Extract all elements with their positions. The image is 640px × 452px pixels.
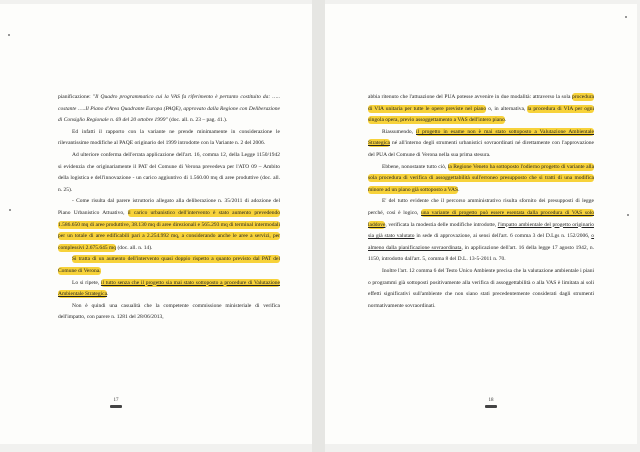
underlined-text: l'impatto ambientale del progetto originario sia già stato valutato	[368, 221, 594, 240]
highlighted-text: la Regione Veneto ha sottoposto l'odierno progetto di variante alla sola procedura di verifica di assoggettabilità sull'erroneo presupposto che si tratti di una modifica minore ad un piano già sottoposto a VAS	[368, 163, 595, 193]
page-number: 17	[113, 398, 119, 403]
highlighted-underlined-text: il progetto in esame non è mai stato sottoposto a Valutazione Ambientale Strategica	[368, 128, 594, 147]
paragraph	[58, 92, 280, 127]
text-run: pianificazione:	[58, 94, 93, 100]
paragraph: Inoltre l'art. 12 comma 6 del Testo Unico Ambiente precisa che la valutazione ambientale i piani o programmi già sottoposti positivamente alla verifica di assoggettabilità o alla VAS è limitata ai soli effetti significativi sull'ambiente che non siano stati precedentemente considerati dagli strumenti normativamente sovraordinati.	[368, 267, 594, 309]
text-run: Lo si ripete,	[72, 279, 101, 286]
paragraph	[368, 127, 594, 162]
underlined-text: o almeno dalla pianificazione sovraordinata	[368, 233, 595, 251]
paragraph	[58, 254, 280, 277]
page-footer	[471, 397, 511, 408]
paragraph: Non è quindi una casualità che la competente commissione ministeriale di verifica dell'impatto, con parere n. 1281 del 28/06/2013,	[58, 302, 280, 321]
paragraph	[368, 196, 594, 266]
paragraph: Ed infatti il rapporto con la variante ne prende minimamente in considerazione le rilevantissime modifiche al PAQE originario del 1999 introdotte con la Variante n. 2 del 2006.	[58, 128, 280, 147]
text-run: (doc. all. n. 23 – pag. 41.).	[167, 117, 228, 124]
paragraph	[58, 278, 280, 301]
text-run: (doc. all. n. 14).	[116, 244, 153, 251]
highlighted-text: la procedura di VIA per ogni singola opera, previo assoggettamento a VAS dell'intero piano	[368, 105, 594, 124]
text-run: E' del tutto evidente che il percorso amministrativo risulta sfornito dei presupposti di legge perché, così è logico,	[368, 198, 594, 216]
text-run: .	[504, 117, 507, 124]
page-number: 18	[488, 398, 494, 403]
paragraph	[368, 92, 594, 127]
page-gutter	[312, 0, 325, 452]
page-footer	[96, 397, 136, 408]
scan-speck	[8, 34, 10, 36]
paragraph	[58, 196, 280, 254]
page-stamp-icon	[110, 405, 122, 408]
text-run: .	[107, 291, 109, 298]
page-stamp-icon	[485, 405, 497, 408]
highlighted-text: procedura di VIA unitaria per tutte le opere previste nel piano	[368, 94, 594, 112]
highlighted-underlined-text: il tutto senza che il progetto sia mai stato sottoposto a procedure di Valutazione Ambientale Strategica	[58, 279, 280, 298]
text-run: Riassumendo,	[382, 128, 417, 135]
text-run: o, in alternativa,	[486, 105, 528, 112]
paragraph	[368, 162, 594, 197]
highlighted-underlined-text: una variante di progetto può essere esentata dalla procedura di VAS solo laddove	[368, 209, 595, 228]
document-page-right	[325, 4, 637, 444]
highlighted-text: il carico urbanistico dell'intervento è stato aumento prevedendo 1.586.650 mq di aree produttive, 38.130 mq di aree direzionali e 565.293 mq di terminal intermodali per un totale di aree edificabili pari a 2.254.992 mq, a considerando anche le aree a servizi, per complessivi 2.675.645 mq	[58, 209, 280, 251]
page-body-text	[368, 92, 594, 312]
text-run: - Come risulta dal parere istruttorio allegato alla deliberazione n. 35/2011 di adozione del Piano Urbanistico Attuativo,	[58, 198, 280, 216]
text-run: , verificata la modestia delle modifiche introdotte,	[385, 221, 498, 228]
paragraph: Ad ulteriore conferma dell'errata applicazione dell'art. 16, comma 12, della Legge 1150/1942 si evidenzia che originariamente il PAT del Comune di Verona prevedeva per l'ATO 09 – Ambito della logistica e dell'innovazione - un carico aggiuntivo di 1.560.00 mq di aree produttive (doc. all. n. 25).	[58, 151, 280, 193]
scan-speck	[9, 209, 11, 211]
text-run: .	[458, 186, 460, 193]
text-run: Ebbene, nonostante tutto ciò,	[382, 163, 448, 170]
text-run: , in applicazione dell'art. 16 della legge 17 agosto 1942, n. 1150, introdotto dall'art. 5, comma 8 del D.L. 13-5-2011 n. 70.	[368, 244, 594, 263]
highlighted-text: Si tratta di un aumento dell'intervento quasi doppio rispetto a quanto previsto dal PAT del Comune di Verona.	[58, 256, 280, 274]
quote-text: "Il Quadro programmatico cui la VAS fa riferimento è pertanto costituito da: ….. costante …..Il Piano d'Area Quadrante Europa (PAQE), approvato dalla Regione con Deliberazione di Consiglio Regionale n. 69 del 20 ottobre 1999"	[58, 94, 280, 124]
page-body-text	[58, 92, 280, 324]
text-run: abbia ritenuto che l'attuazione del PUA potesse avvenire in due modalità: attraverso la sola	[368, 94, 572, 100]
text-run: né all'interno degli strumenti urbanistici sovraordinati né direttamente con l'approvazione del PUA del Comune di Verona nella sua prima stesura.	[368, 140, 594, 158]
scan-speck	[627, 214, 629, 216]
text-run: in sede di approvazione, ai sensi dell'art. 6 comma 3 del D.Lgs n. 152/2006,	[414, 233, 592, 240]
document-page-left	[0, 4, 312, 444]
scan-speck	[625, 16, 627, 18]
